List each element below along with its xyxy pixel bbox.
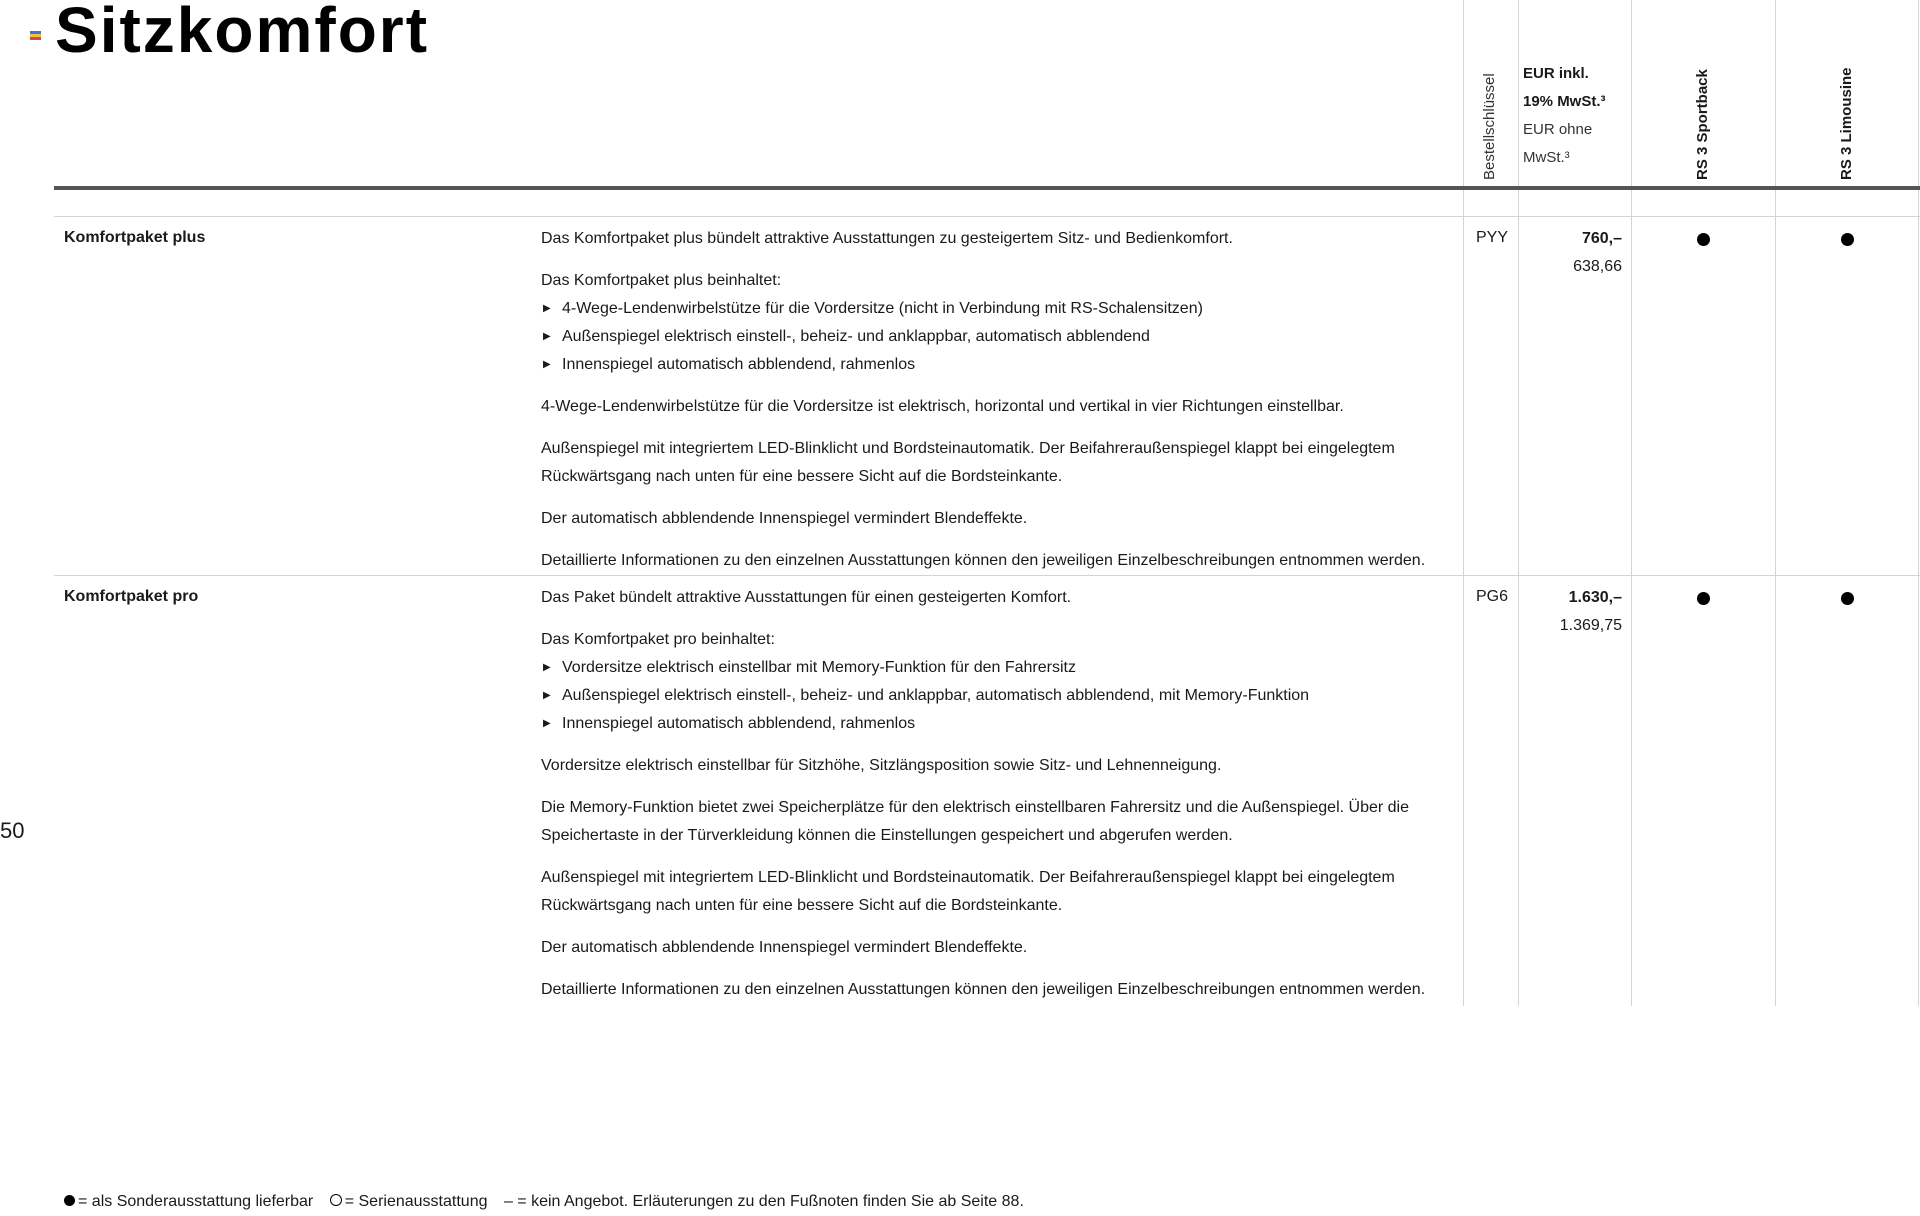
flag-icon xyxy=(30,31,41,40)
package-item: ▶ 4-Wege-Lendenwirbelstütze für die Vordersitze (nicht in Verbindung mit RS-Schalensitzen) xyxy=(541,295,1461,323)
price-net: 638,66 xyxy=(1573,258,1622,275)
model-header-limousine: RS 3 Limousine xyxy=(1838,67,1855,180)
column-divider xyxy=(1775,0,1776,1006)
order-code: PYY xyxy=(1476,229,1509,246)
package-paragraph: Detaillierte Informationen zu den einzelnen Ausstattungen können den jeweiligen Einzelbeschreibungen entnommen werden. xyxy=(541,981,1426,998)
page-number: 50 xyxy=(0,818,25,843)
package-includes-label: Das Komfortpaket plus beinhaltet: xyxy=(541,272,782,289)
price-net: 1.369,75 xyxy=(1559,617,1622,634)
package-items xyxy=(541,654,1461,738)
legend-standard: = Serienausstattung xyxy=(344,1193,488,1210)
package-item: ▶ Innenspiegel automatisch abblendend, rahmenlos xyxy=(541,710,1461,738)
package-paragraph: Außenspiegel mit integriertem LED-Blinklicht und Bordsteinautomatik. Der Beifahreraußenspiegel klappt bei eingelegtem Rückwärtsgang nach unten für eine bessere Sicht auf die Bordsteinkante. xyxy=(541,440,1395,485)
price-gross-header: EUR inkl. xyxy=(1523,65,1589,82)
column-divider xyxy=(1918,0,1919,1006)
column-divider xyxy=(1463,0,1464,1006)
optional-dot-icon xyxy=(1841,592,1854,605)
package-paragraph: 4-Wege-Lendenwirbelstütze für die Vordersitze ist elektrisch, horizontal und vertikal in vier Richtungen einstellbar. xyxy=(541,398,1344,415)
model-header-sportback: RS 3 Sportback xyxy=(1694,69,1711,180)
order-key-header: Bestellschlüssel xyxy=(1481,73,1498,180)
order-code: PG6 xyxy=(1476,588,1509,605)
package-paragraph: Der automatisch abblendende Innenspiegel vermindert Blendeffekte. xyxy=(541,510,1028,527)
package-paragraph: Der automatisch abblendende Innenspiegel vermindert Blendeffekte. xyxy=(541,939,1028,956)
price xyxy=(1520,225,1622,281)
optional-dot-icon xyxy=(1697,592,1710,605)
row-divider xyxy=(54,216,1920,217)
package-item: ▶ Außenspiegel elektrisch einstell-, beheiz- und anklappbar, automatisch abblendend, mit Memory-Funktion xyxy=(541,682,1461,710)
page-title: Sitzkomfort xyxy=(55,0,429,66)
open-circle-icon xyxy=(330,1194,342,1206)
column-divider xyxy=(1518,0,1519,1006)
package-intro: Das Komfortpaket plus bündelt attraktive Ausstattungen zu gesteigertem Sitz- und Bedienkomfort. xyxy=(541,230,1233,247)
price-gross: 1.630,– xyxy=(1568,589,1622,606)
package-item: ▶ Außenspiegel elektrisch einstell-, beheiz- und anklappbar, automatisch abblendend xyxy=(541,323,1461,351)
price-net-header: EUR ohne xyxy=(1523,121,1593,138)
price-gross-header-2: 19% MwSt.³ xyxy=(1523,93,1606,110)
price-header xyxy=(1523,60,1633,172)
package-name: Komfortpaket pro xyxy=(64,588,199,605)
package-description xyxy=(541,225,1461,589)
price-gross: 760,– xyxy=(1581,230,1622,247)
price-net-header-2: MwSt.³ xyxy=(1523,149,1570,166)
package-paragraph: Vordersitze elektrisch einstellbar für Sitzhöhe, Sitzlängsposition sowie Sitz- und Lehnenneigung. xyxy=(541,757,1222,774)
package-description xyxy=(541,584,1461,1018)
optional-dot-icon xyxy=(1697,233,1710,246)
package-items xyxy=(541,295,1461,379)
price xyxy=(1520,584,1622,640)
package-paragraph: Außenspiegel mit integriertem LED-Blinklicht und Bordsteinautomatik. Der Beifahreraußenspiegel klappt bei eingelegtem Rückwärtsgang nach unten für eine bessere Sicht auf die Bordsteinkante. xyxy=(541,869,1395,914)
legend-optional: = als Sonderausstattung lieferbar xyxy=(78,1193,314,1210)
dash-icon: – xyxy=(503,1193,513,1210)
filled-dot-icon xyxy=(64,1195,75,1206)
package-includes-label: Das Komfortpaket pro beinhaltet: xyxy=(541,631,775,648)
package-item: ▶ Innenspiegel automatisch abblendend, rahmenlos xyxy=(541,351,1461,379)
optional-dot-icon xyxy=(1841,233,1854,246)
package-name: Komfortpaket plus xyxy=(64,229,206,246)
package-paragraph: Detaillierte Informationen zu den einzelnen Ausstattungen können den jeweiligen Einzelbeschreibungen entnommen werden. xyxy=(541,552,1426,569)
package-item: ▶ Vordersitze elektrisch einstellbar mit Memory-Funktion für den Fahrersitz xyxy=(541,654,1461,682)
package-paragraph: Die Memory-Funktion bietet zwei Speicherplätze für den elektrisch einstellbaren Fahrersitz und die Außenspiegel. Über die Speichertaste in der Türverkleidung können die Einstellungen gespeichert und abgerufen werden. xyxy=(541,799,1409,844)
header-rule xyxy=(54,186,1920,190)
package-intro: Das Paket bündelt attraktive Ausstattungen für einen gesteigerten Komfort. xyxy=(541,589,1072,606)
legend xyxy=(64,1193,1024,1211)
legend-none: = kein Angebot. Erläuterungen zu den Fußnoten finden Sie ab Seite 88. xyxy=(517,1193,1024,1210)
